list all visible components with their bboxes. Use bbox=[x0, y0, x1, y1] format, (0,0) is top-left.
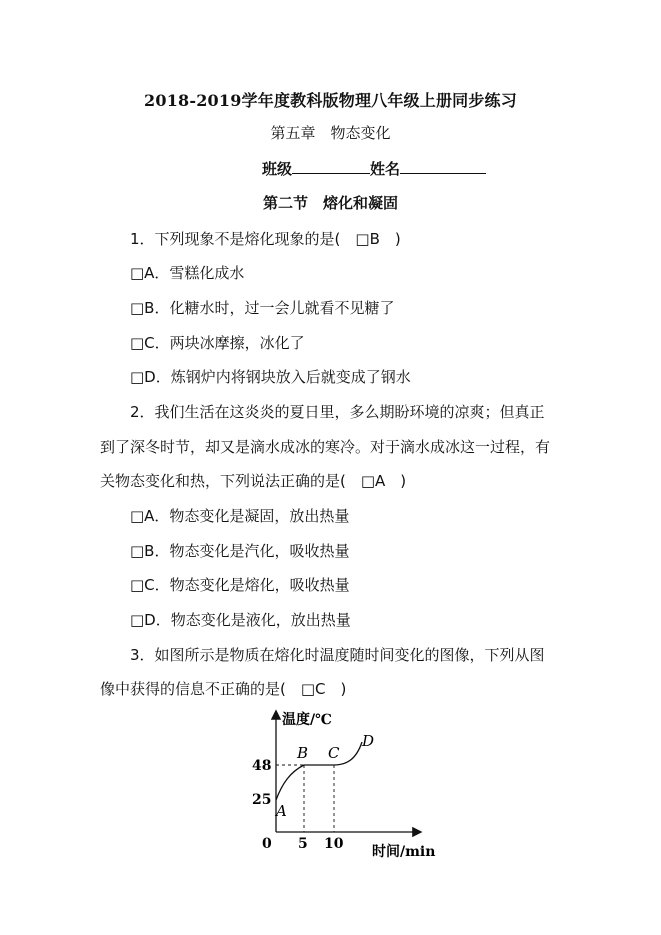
question-1-option-a: □A．雪糕化成水 bbox=[130, 264, 245, 282]
name-label: 姓名 bbox=[370, 160, 401, 178]
question-2-stem-line-2: 到了深冬时节，却又是滴水成冰的寒冷。对于滴水成冰这一过程，有 bbox=[100, 438, 551, 456]
question-2-option-a: □A．物态变化是凝固，放出热量 bbox=[130, 507, 350, 525]
question-1-option-d: □D．炼钢炉内将钢块放入后就变成了钢水 bbox=[130, 368, 411, 386]
class-label: 班级 bbox=[262, 160, 293, 178]
question-1-option-b: □B．化糖水时，过一会儿就看不见糖了 bbox=[130, 299, 395, 317]
point-label-b: B bbox=[297, 744, 309, 762]
question-2-stem-line-3: 关物态变化和热，下列说法正确的是( □A ) bbox=[100, 472, 407, 490]
question-2-option-d: □D．物态变化是液化，放出热量 bbox=[130, 611, 351, 629]
point-label-d: D bbox=[362, 732, 375, 750]
point-label-a: A bbox=[276, 802, 287, 820]
temperature-curve bbox=[276, 742, 362, 800]
question-1-option-c: □C．两块冰摩擦，冰化了 bbox=[130, 334, 305, 352]
question-2-stem-line-1: 2．我们生活在这炎炎的夏日里，多么期盼环境的凉爽；但真正 bbox=[130, 403, 545, 421]
question-1-stem: 1．下列现象不是熔化现象的是( □B ) bbox=[130, 230, 401, 248]
x-axis-label: 时间/min bbox=[372, 844, 436, 860]
class-name-line bbox=[262, 158, 486, 179]
y-tick-48: 48 bbox=[252, 758, 272, 774]
question-3-stem-line-2: 像中获得的信息不正确的是( □C ) bbox=[100, 680, 347, 698]
melting-curve-figure bbox=[240, 702, 450, 864]
class-blank[interactable] bbox=[292, 159, 370, 174]
y-axis-label: 温度/℃ bbox=[282, 712, 332, 728]
chapter-heading: 第五章 物态变化 bbox=[270, 124, 391, 142]
question-3-stem-line-1: 3．如图所示是物质在熔化时温度随时间变化的图像，下列从图 bbox=[130, 646, 545, 664]
y-tick-25: 25 bbox=[252, 792, 272, 808]
x-tick-10: 10 bbox=[324, 836, 344, 852]
question-2-option-b: □B．物态变化是汽化，吸收热量 bbox=[130, 542, 350, 560]
x-tick-0: 0 bbox=[262, 836, 272, 852]
section-heading: 第二节 熔化和凝固 bbox=[262, 194, 398, 212]
x-tick-5: 5 bbox=[298, 836, 308, 852]
question-2-option-c: □C．物态变化是熔化，吸收热量 bbox=[130, 576, 350, 594]
worksheet-title: 2018-2019学年度教科版物理八年级上册同步练习 bbox=[144, 91, 517, 110]
name-blank[interactable] bbox=[400, 159, 486, 174]
point-label-c: C bbox=[328, 744, 340, 762]
